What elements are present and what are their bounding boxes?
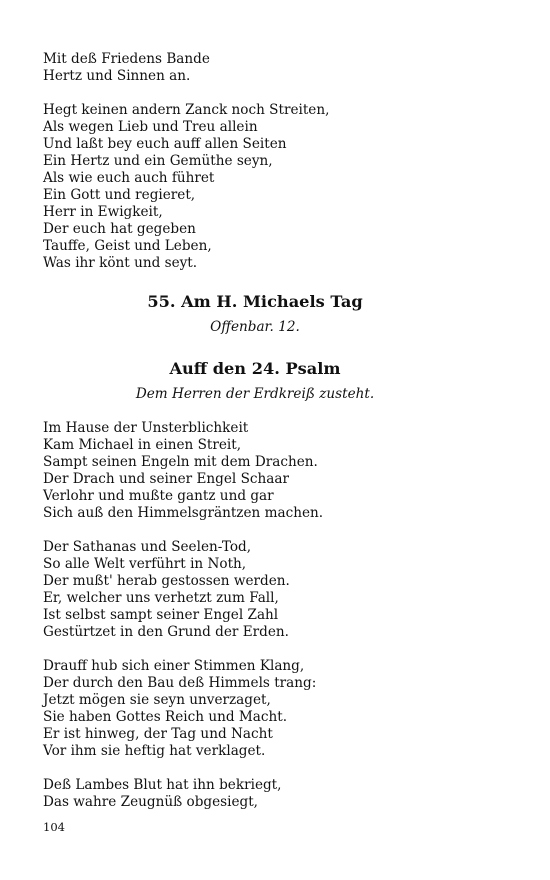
verse-line: Was ihr könt und seyt.: [43, 255, 198, 271]
verse-line: Ein Gott und regieret,: [43, 187, 196, 203]
verse-line: Verlohr und mußte gantz und gar: [43, 488, 274, 504]
verse-line: Vor ihm sie heftig hat verklaget.: [43, 743, 266, 759]
hymn-title: 55. Am H. Michaels Tag: [147, 292, 363, 311]
verse-line: Er, welcher uns verhetzt zum Fall,: [43, 590, 279, 606]
hymn-text: [43, 420, 513, 811]
verse-line: Der Drach und seiner Engel Schaar: [43, 471, 289, 487]
verse-line: Das wahre Zeugnüß obgesiegt,: [43, 794, 259, 810]
verse-line: Als wie euch auch führet: [43, 170, 215, 186]
verse-line: Der Sathanas und Seelen-Tod,: [43, 539, 252, 555]
verse-line: Hegt keinen andern Zanck noch Streiten,: [43, 102, 330, 118]
melody-incipit: Dem Herren der Erdkreiß zusteht.: [135, 386, 375, 402]
verse-line: Gestürtzet in den Grund der Erden.: [43, 624, 289, 640]
hymn-reference: Offenbar. 12.: [210, 319, 300, 335]
verse-line: Kam Michael in einen Streit,: [43, 437, 242, 453]
verse-line: Sich auß den Himmelsgräntzen machen.: [43, 505, 324, 521]
verse-line: Und laßt bey euch auff allen Seiten: [43, 136, 287, 152]
verse-line: Tauffe, Geist und Leben,: [43, 238, 212, 254]
verse-line: Der euch hat gegeben: [43, 221, 196, 237]
verse-line: Im Hause der Unsterblichkeit: [43, 420, 249, 436]
stanza-gap: [43, 522, 513, 539]
verse-continuation: [43, 51, 513, 272]
verse-line: Herr in Ewigkeit,: [43, 204, 163, 220]
verse-line: Sie haben Gottes Reich und Macht.: [43, 709, 288, 725]
stanza-gap: [43, 760, 513, 777]
verse-line: Ist selbst sampt seiner Engel Zahl: [43, 607, 279, 623]
page-number: 104: [43, 820, 65, 834]
verse-line: Mit deß Friedens Bande: [43, 51, 210, 67]
verse-line: Drauff hub sich einer Stimmen Klang,: [43, 658, 305, 674]
verse-line: So alle Welt verführt in Noth,: [43, 556, 247, 572]
verse-line: Ein Hertz und ein Gemüthe seyn,: [43, 153, 273, 169]
verse-line: Hertz und Sinnen an.: [43, 68, 191, 84]
stanza-gap: [43, 85, 513, 102]
verse-line: Der mußt' herab gestossen werden.: [43, 573, 290, 589]
verse-line: Der durch den Bau deß Himmels trang:: [43, 675, 317, 691]
verse-line: Er ist hinweg, der Tag und Nacht: [43, 726, 273, 742]
stanza-gap: [43, 641, 513, 658]
verse-line: Jetzt mögen sie seyn unverzaget,: [43, 692, 271, 708]
verse-line: Als wegen Lieb und Treu allein: [43, 119, 258, 135]
melody-title: Auff den 24. Psalm: [169, 359, 341, 378]
verse-line: Sampt seinen Engeln mit dem Drachen.: [43, 454, 318, 470]
verse-line: Deß Lambes Blut hat ihn bekriegt,: [43, 777, 282, 793]
